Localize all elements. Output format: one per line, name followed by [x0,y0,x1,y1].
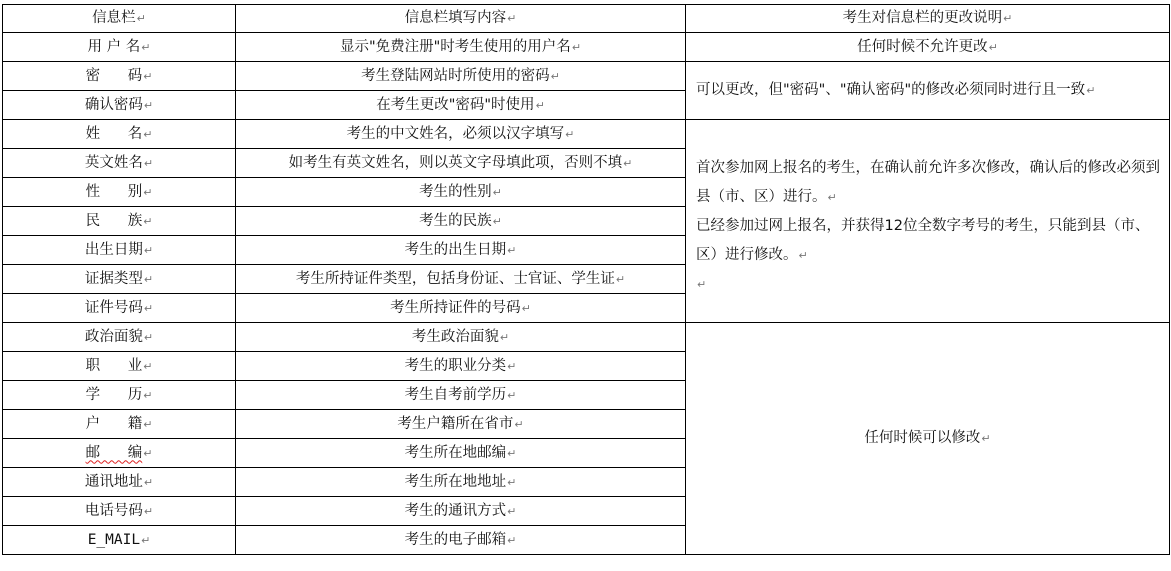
note-cell: 任何时候不允许更改↵ [686,33,1170,62]
content-cell: 考生政治面貌↵ [236,323,686,352]
content-cell: 考生所持证件类型，包括身份证、士官证、学生证↵ [236,265,686,294]
note-paragraph: 已经参加过网上报名，并获得12位全数字考号的考生，只能到县（市、区）进行修改。↵ [696,218,1150,263]
content-cell: 考生的出生日期↵ [236,236,686,265]
field-cell: 确认密码↵ [3,91,236,120]
content-cell: 考生的民族↵ [236,207,686,236]
field-cell: 证据类型↵ [3,265,236,294]
note-paragraph: 首次参加网上报名的考生，在确认前允许多次修改，确认后的修改必须到县（市、区）进行。↵ [696,160,1160,205]
field-cell: 学 历↵ [3,381,236,410]
content-cell: 考生登陆网站时所使用的密码↵ [236,62,686,91]
content-cell: 考生所持证件的号码↵ [236,294,686,323]
field-cell: 政治面貌↵ [3,323,236,352]
field-cell: 职 业↵ [3,352,236,381]
table-row [3,120,1170,149]
content-cell: 在考生更改"密码"时使用↵ [236,91,686,120]
header-cell: 考生对信息栏的更改说明↵ [686,5,1170,33]
table-row [3,323,1170,352]
note-cell [686,120,1170,323]
content-cell: 考生的通讯方式↵ [236,497,686,526]
table-header-row [3,5,1170,33]
field-cell: 民 族↵ [3,207,236,236]
header-cell: 信息栏填写内容↵ [236,5,686,33]
content-cell: 考生的性别↵ [236,178,686,207]
content-cell: 考生的中文姓名，必须以汉字填写↵ [236,120,686,149]
content-cell: 考生所在地邮编↵ [236,439,686,468]
field-cell: 出生日期↵ [3,236,236,265]
content-cell: 考生户籍所在省市↵ [236,410,686,439]
field-cell: 通讯地址↵ [3,468,236,497]
content-cell: 考生的职业分类↵ [236,352,686,381]
content-cell: 显示"免费注册"时考生使用的用户名↵ [236,33,686,62]
note-cell: 可以更改，但"密码"、"确认密码"的修改必须同时进行且一致↵ [686,62,1170,120]
field-cell: 电话号码↵ [3,497,236,526]
field-cell: 证件号码↵ [3,294,236,323]
table-row [3,33,1170,62]
field-cell: 性 别↵ [3,178,236,207]
field-cell: 用 户 名↵ [3,33,236,62]
content-cell: 考生的电子邮箱↵ [236,526,686,555]
field-cell: E_MAIL↵ [3,526,236,555]
info-field-table [2,4,1170,555]
field-cell: 姓 名↵ [3,120,236,149]
content-cell: 考生自考前学历↵ [236,381,686,410]
table-row [3,62,1170,91]
header-cell: 信息栏↵ [3,5,236,33]
field-cell: 英文姓名↵ [3,149,236,178]
content-cell: 考生所在地地址↵ [236,468,686,497]
field-cell: 户 籍↵ [3,410,236,439]
note-cell: 任何时候可以修改↵ [686,323,1170,555]
content-cell: 如考生有英文姓名，则以英文字母填此项，否则不填↵ [236,149,686,178]
note-paragraph: ↵ [697,278,707,291]
field-cell: 密 码↵ [3,62,236,91]
field-cell: 邮 编↵ [3,439,236,468]
